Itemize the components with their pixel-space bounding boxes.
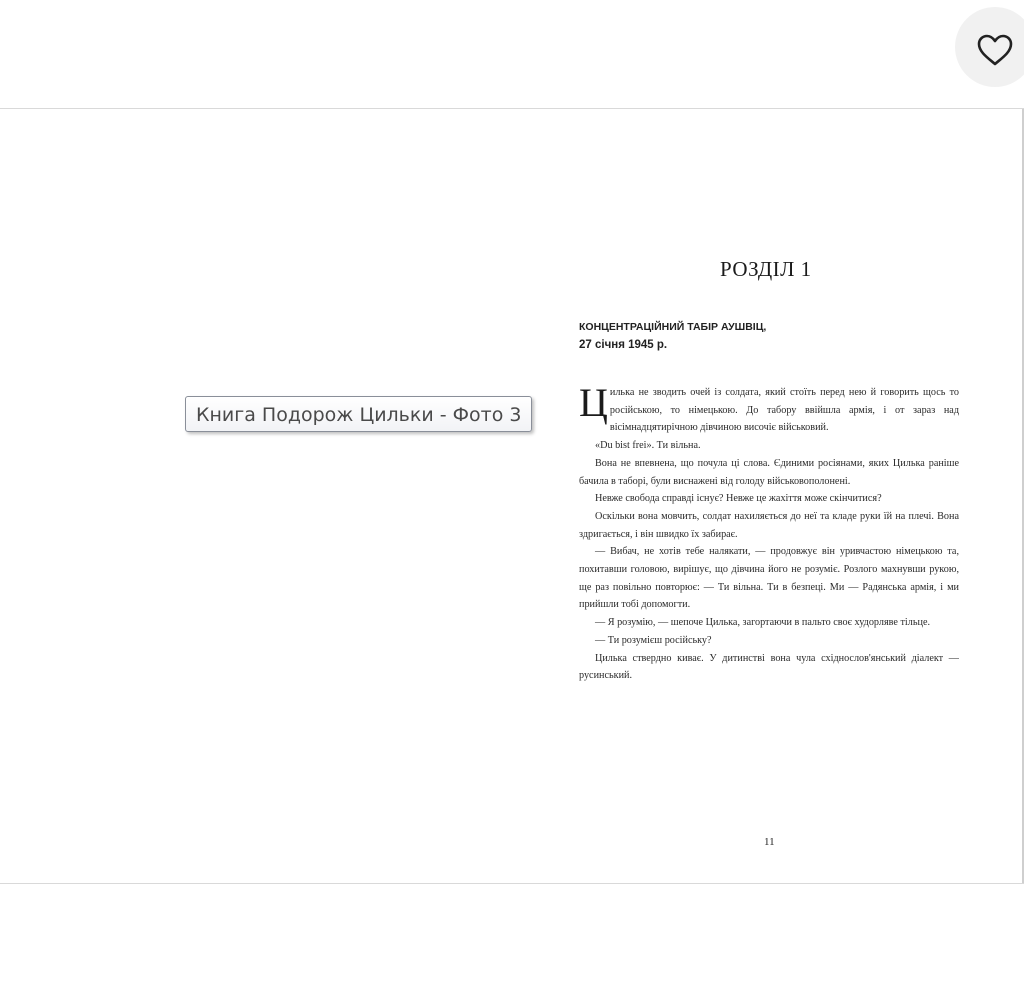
paragraph: Вона не впевнена, що почула ці слова. Єдиними росіянами, яких Цилька раніше бачила в таборі, були виснажені від голоду військовополонені. — [579, 457, 959, 487]
paragraph: «Du bist frei». Ти вільна. — [595, 440, 701, 452]
paragraph: Невже свобода справді існує? Невже це жахіття може скінчитися? — [595, 493, 882, 505]
photo-viewer[interactable] — [0, 108, 1024, 884]
chapter-title: РОЗДІЛ 1 — [720, 257, 812, 281]
book-left-page — [0, 109, 560, 883]
drop-cap: Ц — [579, 380, 608, 425]
favorite-button[interactable] — [955, 7, 1024, 87]
paragraph: — Ти розумієш російську? — [595, 634, 712, 646]
book-right-page — [560, 109, 1024, 883]
photo-tooltip: Книга Подорож Цильки - Фото 3 — [185, 396, 532, 432]
page-number: 11 — [764, 836, 775, 848]
paragraph: Цилька не зводить очей із солдата, який стоїть перед нею й говорить щось то російською, то німецькою. До табору ввійшла армія, і от зараз над вісімнадцятирічною дівчиною височіє військовий. — [579, 380, 959, 434]
paragraph: — Вибач, не хотів тебе налякати, — продовжує він уривчастою німецькою та, похитавши головою, вирішує, що дівчина його не розуміє. Розлого махнувши рукою, ще раз повільно повторює: — Ти вільна. Ти в безпеці. Ми — Радянська армія, і ми прийшли тобі допомогти. — [579, 546, 959, 611]
heart-outline-icon — [976, 33, 1014, 67]
paragraph: Цилька ствердно киває. У дитинстві вона чула східнослов'янський діалект — русинський. — [579, 652, 959, 682]
chapter-date: 27 січня 1945 р. — [579, 339, 668, 351]
chapter-place: КОНЦЕНТРАЦІЙНИЙ ТАБІР АУШВІЦ, — [579, 321, 767, 333]
paragraph: — Я розумію, — шепоче Цилька, загортаючи в пальто своє худорляве тільце. — [595, 617, 931, 629]
paragraph: Оскільки вона мовчить, солдат нахиляється до неї та кладе руки їй на плечі. Вона здригається, і він швидко їх забирає. — [579, 510, 959, 540]
chapter-body — [579, 380, 959, 685]
